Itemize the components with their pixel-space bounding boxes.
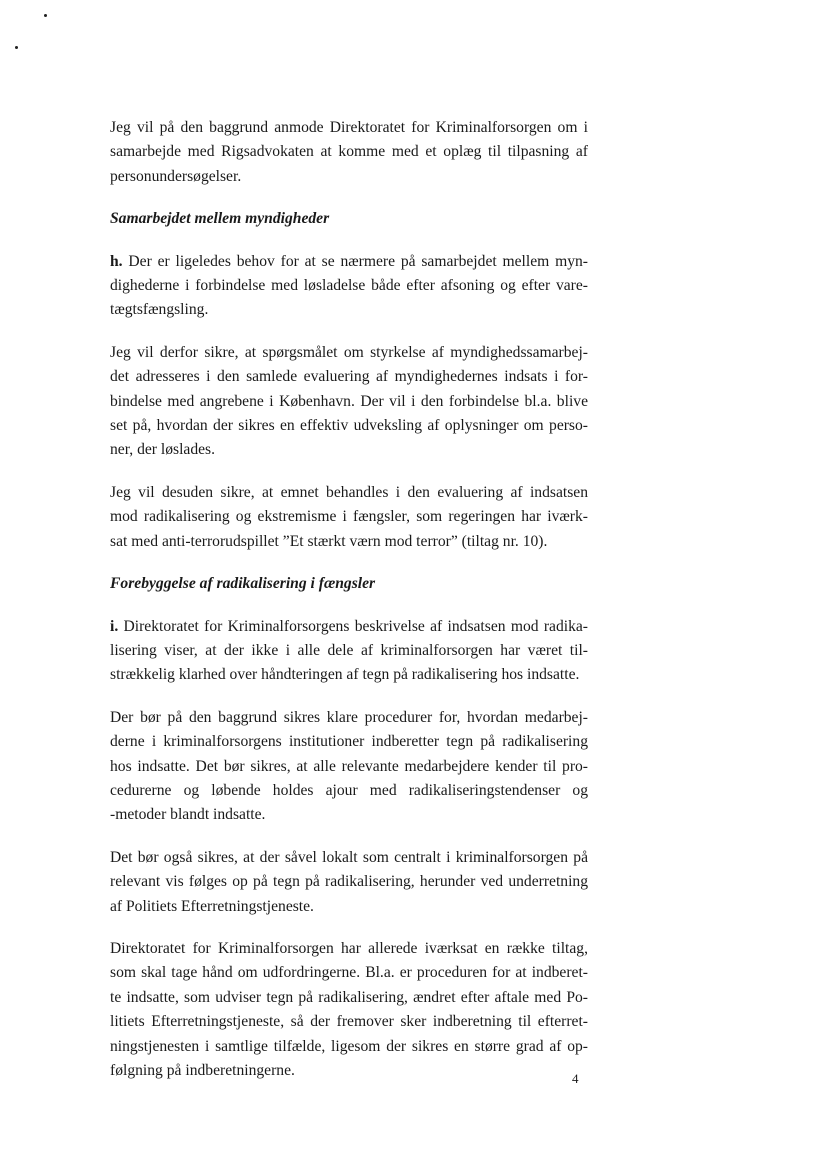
- text-line: lisering viser, at der ikke i alle dele af kriminalforsorgen har været til-: [110, 641, 588, 659]
- text-line: Der bør på den baggrund sikres klare procedurer for, hvordan medarbej-: [110, 708, 588, 726]
- paragraph: [110, 706, 588, 828]
- item-letter: h.: [110, 252, 123, 270]
- text-line: te indsatte, som udviser tegn på radikalisering, ændret efter aftale med Po-: [110, 988, 588, 1006]
- text-line: sat med anti-terrorudspillet ”Et stærkt værn mod terror” (tiltag nr. 10).: [110, 532, 548, 550]
- text-line: Direktoratet for Kriminalforsorgen har allerede iværksat en række tiltag,: [110, 939, 588, 957]
- text-line: af Politiets Efterretningstjeneste.: [110, 897, 314, 915]
- text-line: Det bør også sikres, at der såvel lokalt som centralt i kriminalforsorgen på: [110, 848, 588, 866]
- text-line: cedurerne og løbende holdes ajour med radikaliseringstendenser og: [110, 781, 588, 799]
- scan-speck: [44, 14, 47, 17]
- text-line: mod radikalisering og ekstremisme i fængsler, som regeringen har iværk-: [110, 508, 588, 526]
- text-line-content: Direktoratet for Kriminalforsorgens beskrivelse af indsatsen mod radika-: [118, 617, 588, 635]
- section-heading: Forebyggelse af radikalisering i fængsler: [110, 575, 376, 593]
- text-line: [110, 615, 588, 639]
- text-line: bindelse med angrebene i København. Der vil i den forbindelse bl.a. blive: [110, 392, 588, 410]
- text-line: -metoder blandt indsatte.: [110, 806, 266, 824]
- text-line: Jeg vil på den baggrund anmode Direktoratet for Kriminalforsorgen om i: [110, 119, 588, 136]
- paragraph: [110, 937, 588, 1083]
- text-line: strækkelig klarhed over håndteringen af tegn på radikalisering hos indsatte.: [110, 666, 580, 684]
- text-line: hos indsatte. Det bør sikres, at alle relevante medarbejdere kender til pro-: [110, 757, 588, 775]
- text-line: tægtsfængsling.: [110, 301, 209, 319]
- text-line: det adresseres i den samlede evaluering af myndighedernes indsats i for-: [110, 368, 588, 386]
- document-body: [110, 116, 588, 1101]
- paragraph: [110, 116, 588, 189]
- paragraph: [110, 846, 588, 919]
- text-line-content: Der er ligeledes behov for at se nærmere på samarbejdet mellem myn-: [122, 252, 588, 270]
- text-line: dighederne i forbindelse med løsladelse både efter afsoning og efter vare-: [110, 277, 588, 295]
- text-line: ner, der løslades.: [110, 441, 216, 459]
- text-line: samarbejde med Rigsadvokaten at komme med et oplæg til tilpasning af: [110, 143, 588, 161]
- item-letter: i.: [110, 617, 119, 635]
- text-line: derne i kriminalforsorgens institutioner indberetter tegn på radikalisering: [110, 733, 588, 751]
- scan-speck: [15, 46, 18, 49]
- section-heading: Samarbejdet mellem myndigheder: [110, 210, 330, 228]
- text-line: personundersøgelser.: [110, 167, 242, 185]
- paragraph: [110, 341, 588, 463]
- text-line: Jeg vil derfor sikre, at spørgsmålet om styrkelse af myndighedssamarbej-: [110, 343, 588, 361]
- text-line: Jeg vil desuden sikre, at emnet behandles i den evaluering af indsatsen: [110, 483, 588, 501]
- text-line: [110, 250, 588, 274]
- text-line: litiets Efterretningstjeneste, så der fremover sker indberetning til efterret-: [110, 1013, 588, 1031]
- text-line: relevant vis følges op på tegn på radikalisering, herunder ved underretning: [110, 873, 588, 891]
- text-line: følgning på indberetningerne.: [110, 1062, 295, 1079]
- text-line: set på, hvordan der sikres en effektiv udveksling af oplysninger om perso-: [110, 417, 588, 435]
- paragraph: [110, 615, 588, 688]
- text-line: ningstjenesten i samtlige tilfælde, ligesom der sikres en større grad af op-: [110, 1037, 588, 1055]
- paragraph: [110, 250, 588, 323]
- text-line: som skal tage hånd om udfordringerne. Bl.a. er proceduren for at indberet-: [110, 964, 588, 982]
- paragraph: [110, 481, 588, 554]
- page-number: 4: [572, 1071, 579, 1086]
